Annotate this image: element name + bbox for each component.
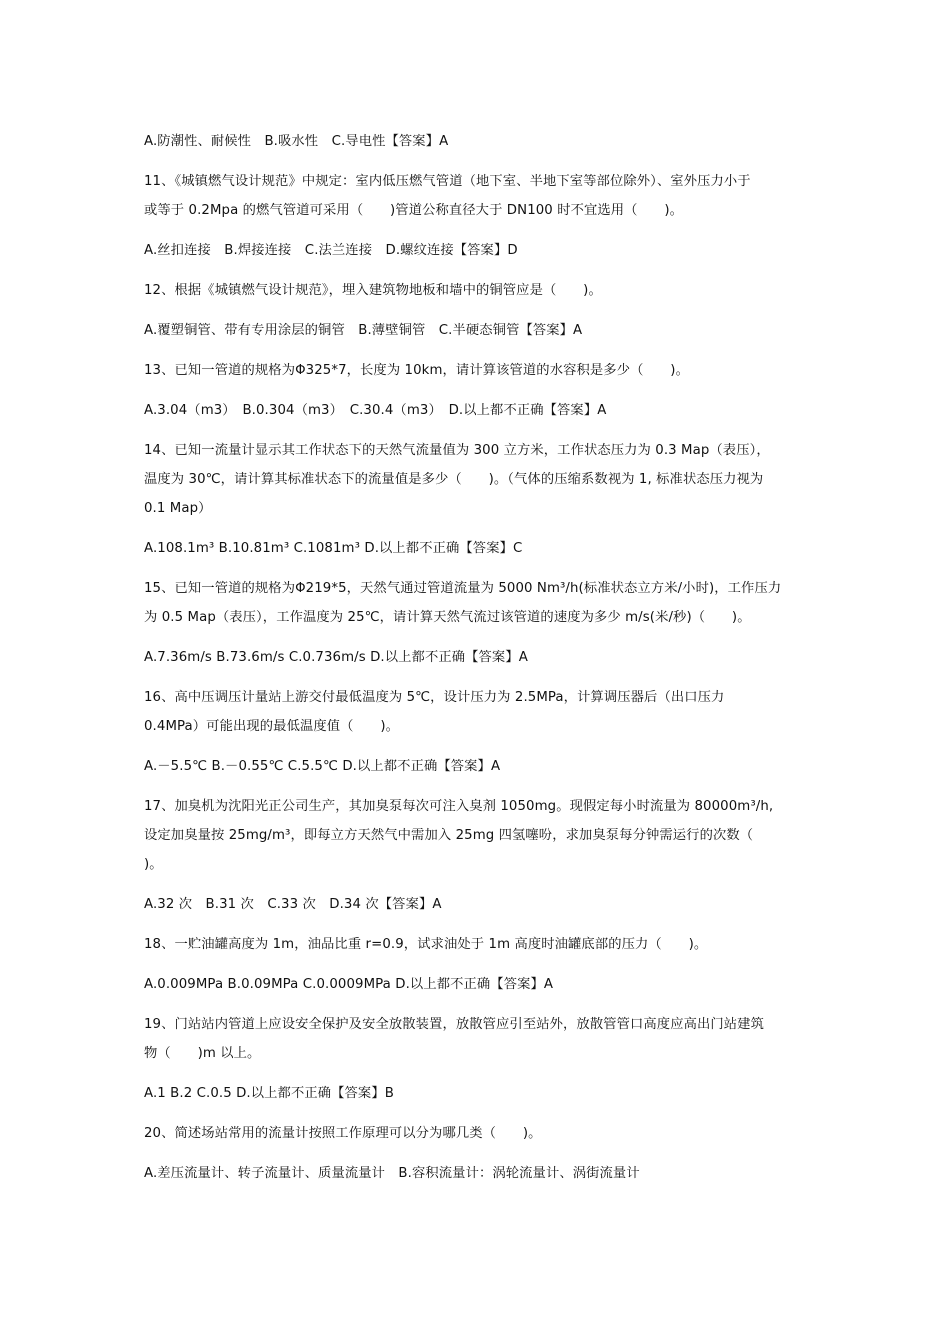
text-line: 12、根据《城镇燃气设计规范》，埋入建筑物地板和墙中的铜管应是（ )。 [144,283,602,298]
answer-options [144,396,810,425]
document-page [144,127,810,1188]
paragraph-gap [144,425,810,436]
answer-options [144,970,810,999]
paragraph-gap [144,632,810,643]
answer-options [144,890,810,919]
text-line: 物（ )m 以上。 [144,1046,261,1061]
paragraph-gap [144,225,810,236]
paragraph-gap [144,563,810,574]
answer-options [144,534,810,563]
text-line: 11、《城镇燃气设计规范》中规定：室内低压燃气管道（地下室、半地下室等部位除外）、室外压力小于 [144,174,751,189]
paragraph-gap [144,919,810,930]
text-line: 16、高中压调压计量站上游交付最低温度为 5℃，设计压力为 2.5MPa，计算调压器后（出口压力 [144,690,725,705]
paragraph-gap [144,1068,810,1079]
paragraph-gap [144,741,810,752]
text-line: )。 [144,857,163,872]
paragraph-gap [144,523,810,534]
paragraph-gap [144,959,810,970]
answer-options [144,752,810,781]
paragraph-gap [144,1108,810,1119]
question-paragraph [144,167,810,225]
question-paragraph [144,276,810,305]
text-line: 19、门站站内管道上应设安全保护及安全放散装置，放散管应引至站外，放散管管口高度应高出门站建筑 [144,1017,764,1032]
question-paragraph [144,683,810,741]
question-paragraph [144,792,810,879]
paragraph-gap [144,1148,810,1159]
text-line: A.－5.5℃ B.－0.55℃ C.5.5℃ D.以上都不正确【答案】A [144,759,501,774]
paragraph-gap [144,265,810,276]
text-line: A.丝扣连接 B.焊接连接 C.法兰连接 D.螺纹连接【答案】D [144,243,518,258]
question-paragraph [144,1010,810,1068]
text-line: 13、已知一管道的规格为Φ325*7，长度为 10km，请计算该管道的水容积是多少（ )。 [144,363,689,378]
text-line: 14、已知一流量计显示其工作状态下的天然气流量值为 300 立方米，工作状态压力为 0.3 Map（表压）， [144,443,770,458]
text-line: 0.1 Map） [144,501,212,516]
paragraph-gap [144,781,810,792]
text-line: A.差压流量计、转子流量计、质量流量计 B.容积流量计：涡轮流量计、涡街流量计 [144,1166,640,1181]
paragraph-gap [144,672,810,683]
text-line: 20、简述场站常用的流量计按照工作原理可以分为哪几类（ )。 [144,1126,542,1141]
paragraph-gap [144,345,810,356]
text-line: A.108.1m³ B.10.81m³ C.1081m³ D.以上都不正确【答案】C [144,541,523,556]
text-line: A.防潮性、耐候性 B.吸水性 C.导电性【答案】A [144,134,449,149]
text-line: A.32 次 B.31 次 C.33 次 D.34 次【答案】A [144,897,442,912]
answer-options [144,127,810,156]
question-paragraph [144,1119,810,1148]
paragraph-gap [144,385,810,396]
text-line: 17、加臭机为沈阳光正公司生产，其加臭泵每次可注入臭剂 1050mg。现假定每小时流量为 80000m³/h, [144,799,774,814]
question-paragraph [144,574,810,632]
text-line: 或等于 0.2Mpa 的燃气管道可采用（ )管道公称直径大于 DN100 时不宜选用（ )。 [144,203,684,218]
question-paragraph [144,356,810,385]
text-line: A.3.04（m3） B.0.304（m3） C.30.4（m3） D.以上都不正确【答案】A [144,403,607,418]
paragraph-gap [144,156,810,167]
paragraph-gap [144,305,810,316]
answer-options [144,1159,810,1188]
text-line: A.0.009MPa B.0.09MPa C.0.0009MPa D.以上都不正确【答案】A [144,977,554,992]
text-line: 温度为 30℃，请计算其标准状态下的流量值是多少（ )。（气体的压缩系数视为 1, 标准状态压力视为 [144,472,764,487]
text-line: 为 0.5 Map（表压），工作温度为 25℃，请计算天然气流过该管道的速度为多少 m/s(米/秒)（ )。 [144,610,751,625]
text-line: 设定加臭量按 25mg/m³，即每立方天然气中需加入 25mg 四氢噻吩，求加臭泵每分钟需运行的次数（ [144,828,754,843]
text-line: 15、已知一管道的规格为Φ219*5，天然气通过管道流量为 5000 Nm³/h(标准状态立方米/小时)，工作压力 [144,581,782,596]
text-line: A.覆塑铜管、带有专用涂层的铜管 B.薄壁铜管 C.半硬态铜管【答案】A [144,323,583,338]
paragraph-gap [144,999,810,1010]
answer-options [144,643,810,672]
question-paragraph [144,930,810,959]
question-paragraph [144,436,810,523]
text-line: A.7.36m/s B.73.6m/s C.0.736m/s D.以上都不正确【答案】A [144,650,528,665]
text-line: 0.4MPa）可能出现的最低温度值（ )。 [144,719,400,734]
text-line: 18、一贮油罐高度为 1m，油品比重 r=0.9，试求油处于 1m 高度时油罐底部的压力（ )。 [144,937,708,952]
text-line: A.1 B.2 C.0.5 D.以上都不正确【答案】B [144,1086,394,1101]
paragraph-gap [144,879,810,890]
answer-options [144,236,810,265]
answer-options [144,1079,810,1108]
answer-options [144,316,810,345]
